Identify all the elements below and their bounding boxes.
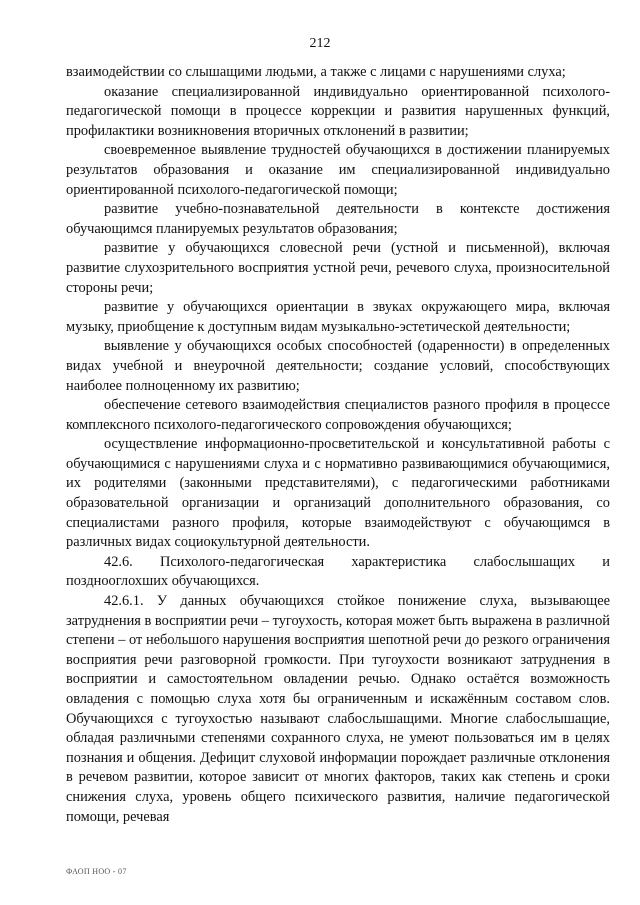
list-item-giftedness: выявление у обучающихся особых способностей (одаренности) в определенных видах учебной и внеурочной деятельности; создание условий, способствующих наиболее полноценному их развитию;: [66, 338, 610, 394]
list-item-speech-development: развитие у обучающихся словесной речи (устной и письменной), включая развитие слухозрительного восприятия устной речи, речевого слуха, произносительной стороны речи;: [66, 240, 610, 296]
paragraph-42-6-1: 42.6.1. У данных обучающихся стойкое понижение слуха, вызывающее затруднения в восприятии речи – тугоухость, которая может быть выражена в различной степени – от небольшого нарушения восприятия шепотной речи до резкого ограничения восприятия речи разговорной громкости. При тугоухости возникают затруднения в восприятии и самостоятельном овладении речью. Однако остаётся возможность овладения с помощью слуха хотя бы ограниченным и искажённым составом слов. Обучающихся с тугоухостью называют слабослышащими. Многие слабослышащие, обладая различными степенями сохранного слуха, не умеют пользоваться им в целях познания и общения. Дефицит слуховой информации порождает различные отклонения в речевом развитии, которое зависит от многих факторов, таких как степень и сроки снижения слуха, уровень общего психического развития, наличие педагогической помощи, речевая: [66, 593, 610, 825]
list-item-psychological-help: оказание специализированной индивидуально ориентированной психолого-педагогической помощи в процессе коррекции и развития нарушенных функций, профилактики возникновения вторичных отклонений в развитии;: [66, 83, 610, 139]
list-item-timely-detection: своевременное выявление трудностей обучающихся в достижении планируемых результатов образования и оказание им специализированной индивидуально ориентированной психолого-педагогической помощи;: [66, 142, 610, 198]
section-heading-42-6: 42.6. Психолого-педагогическая характеристика слабослышащих и позднооглохших обучающихся.: [66, 553, 610, 590]
document-body: [66, 63, 610, 827]
list-item-sound-orientation: развитие у обучающихся ориентации в звуках окружающего мира, включая музыку, приобщение к доступным видам музыкально-эстетической деятельности;: [66, 299, 610, 335]
list-item-consulting-work: осуществление информационно-просветительской и консультативной работы с обучающимися с нарушениями слуха и с нормативно развивающимися обучающимися, их родителями (законными представителями), с педагогическими работниками образовательной организации и организаций дополнительного образования, со специалистами разного профиля, которые взаимодействуют с обучающимся в различных видах социокультурной деятельности.: [66, 436, 610, 551]
page-number: 212: [309, 36, 331, 51]
list-item-network-cooperation: обеспечение сетевого взаимодействия специалистов разного профиля в процессе комплексного психолого-педагогического сопровождения обучающихся;: [66, 397, 610, 433]
footer-code: ФАОП НОО - 07: [66, 867, 127, 876]
paragraph-continuation: взаимодействии со слышащими людьми, а также с лицами с нарушениями слуха;: [66, 64, 566, 80]
list-item-cognitive-development: развитие учебно-познавательной деятельности в контексте достижения обучающимся планируемых результатов образования;: [66, 201, 610, 237]
